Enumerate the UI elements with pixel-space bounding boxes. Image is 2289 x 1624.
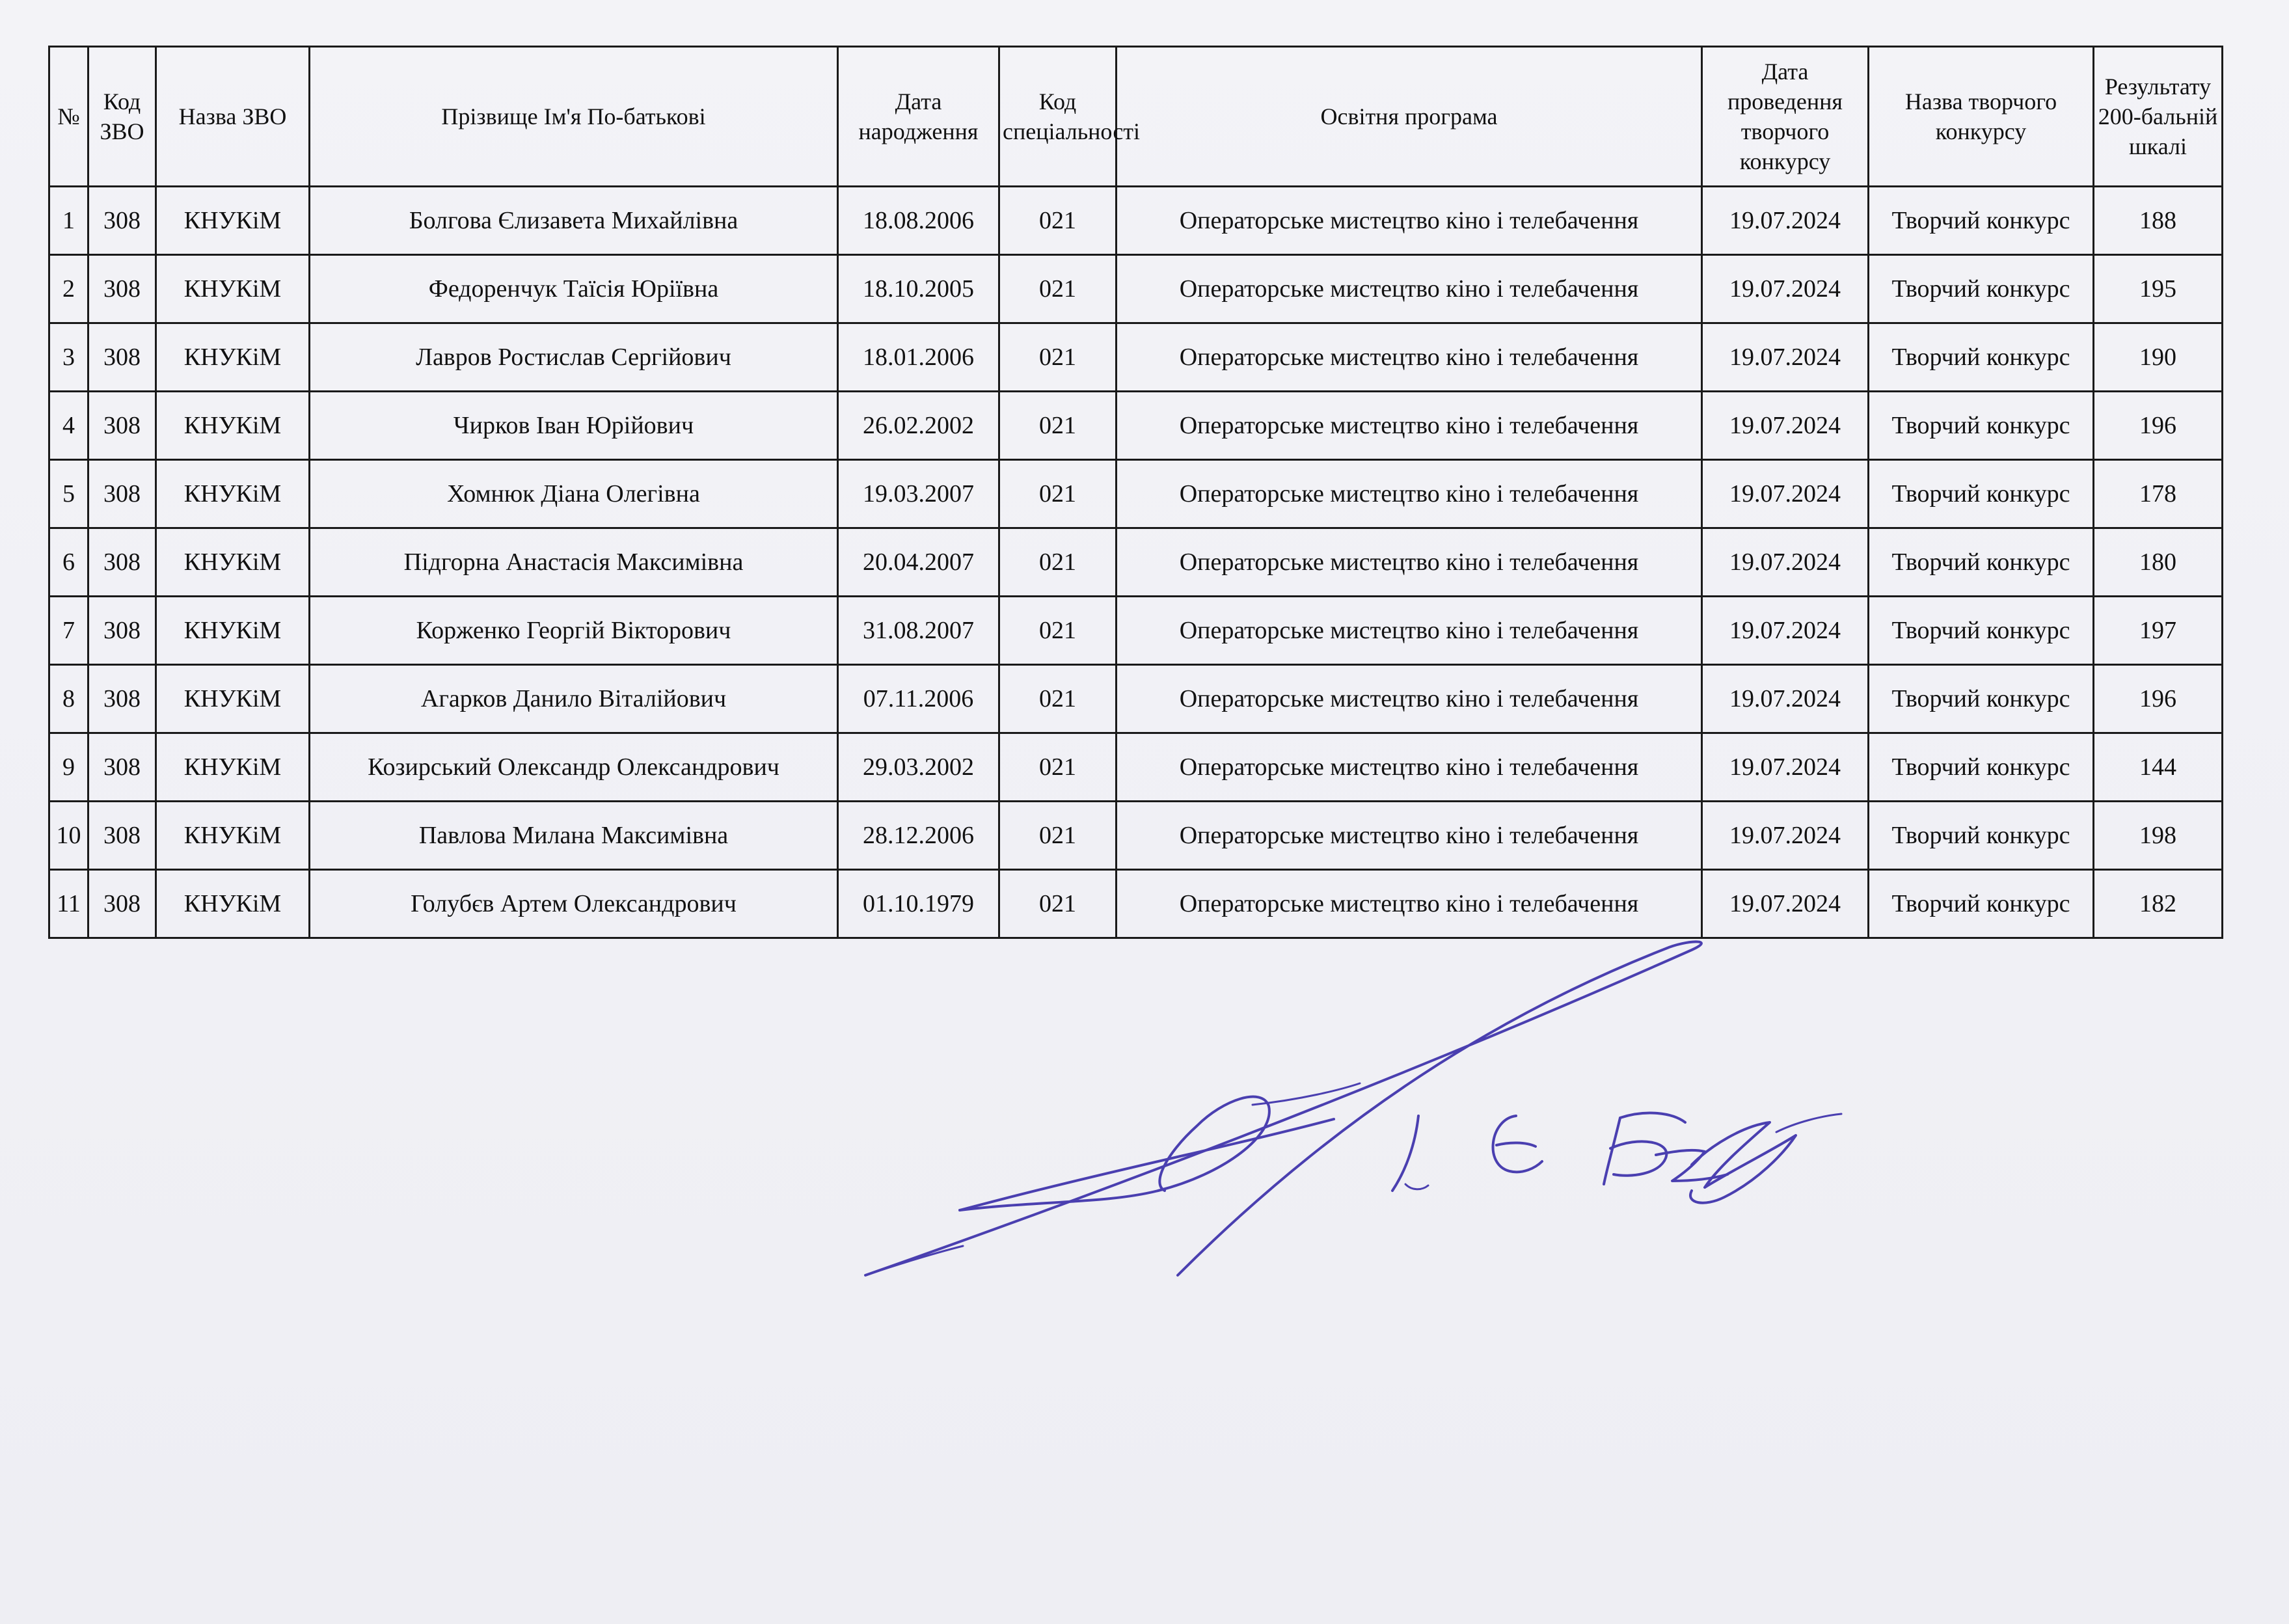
cell-contest-name: Творчий конкурс — [1869, 870, 2094, 938]
col-header-zvo-name: Назва ЗВО — [156, 47, 310, 187]
cell-score: 198 — [2094, 802, 2223, 870]
cell-contest-date: 19.07.2024 — [1702, 187, 1869, 255]
cell-row-number: 6 — [49, 528, 88, 597]
cell-row-number: 4 — [49, 392, 88, 460]
cell-specialty-code: 021 — [999, 870, 1117, 938]
cell-full-name: Лавров Ростислав Сергійович — [310, 323, 838, 392]
cell-contest-date: 19.07.2024 — [1702, 255, 1869, 323]
cell-zvo-code: 308 — [88, 597, 156, 665]
cell-program: Операторське мистецтво кіно і телебачення — [1117, 802, 1702, 870]
cell-row-number: 7 — [49, 597, 88, 665]
col-header-score: Результату 200-бальній шкалі — [2094, 47, 2223, 187]
cell-specialty-code: 021 — [999, 733, 1117, 802]
cell-zvo-name: КНУКіМ — [156, 802, 310, 870]
cell-full-name: Агарков Данило Віталійович — [310, 665, 838, 733]
cell-row-number: 2 — [49, 255, 88, 323]
cell-zvo-code: 308 — [88, 870, 156, 938]
cell-program: Операторське мистецтво кіно і телебачення — [1117, 187, 1702, 255]
cell-zvo-name: КНУКіМ — [156, 187, 310, 255]
cell-specialty-code: 021 — [999, 255, 1117, 323]
table-row — [49, 733, 2223, 802]
cell-score: 196 — [2094, 392, 2223, 460]
cell-birth-date: 19.03.2007 — [838, 460, 999, 528]
cell-zvo-name: КНУКіМ — [156, 323, 310, 392]
cell-contest-date: 19.07.2024 — [1702, 392, 1869, 460]
cell-zvo-code: 308 — [88, 528, 156, 597]
cell-full-name: Чирков Іван Юрійович — [310, 392, 838, 460]
col-header-zvo-code: Код ЗВО — [88, 47, 156, 187]
cell-program: Операторське мистецтво кіно і телебачення — [1117, 597, 1702, 665]
cell-full-name: Болгова Єлизавета Михайлівна — [310, 187, 838, 255]
cell-birth-date: 29.03.2002 — [838, 733, 999, 802]
cell-contest-date: 19.07.2024 — [1702, 665, 1869, 733]
col-header-contest-name: Назва творчого конкурсу — [1869, 47, 2094, 187]
cell-zvo-name: КНУКіМ — [156, 733, 310, 802]
cell-row-number: 10 — [49, 802, 88, 870]
col-header-contest-date: Дата проведення творчого конкурсу — [1702, 47, 1869, 187]
cell-contest-name: Творчий конкурс — [1869, 528, 2094, 597]
cell-program: Операторське мистецтво кіно і телебачення — [1117, 665, 1702, 733]
col-header-program: Освітня програма — [1117, 47, 1702, 187]
cell-specialty-code: 021 — [999, 187, 1117, 255]
cell-program: Операторське мистецтво кіно і телебачення — [1117, 392, 1702, 460]
cell-zvo-code: 308 — [88, 187, 156, 255]
cell-score: 178 — [2094, 460, 2223, 528]
col-header-full-name: Прізвище Ім'я По-батькові — [310, 47, 838, 187]
cell-contest-date: 19.07.2024 — [1702, 597, 1869, 665]
cell-zvo-code: 308 — [88, 460, 156, 528]
cell-score: 195 — [2094, 255, 2223, 323]
cell-zvo-name: КНУКіМ — [156, 597, 310, 665]
cell-contest-name: Творчий конкурс — [1869, 802, 2094, 870]
table-row — [49, 528, 2223, 597]
table-row — [49, 870, 2223, 938]
cell-contest-date: 19.07.2024 — [1702, 323, 1869, 392]
cell-row-number: 1 — [49, 187, 88, 255]
cell-full-name: Підгорна Анастасія Максимівна — [310, 528, 838, 597]
cell-contest-date: 19.07.2024 — [1702, 802, 1869, 870]
cell-program: Операторське мистецтво кіно і телебачення — [1117, 870, 1702, 938]
cell-specialty-code: 021 — [999, 392, 1117, 460]
cell-contest-date: 19.07.2024 — [1702, 733, 1869, 802]
cell-birth-date: 18.08.2006 — [838, 187, 999, 255]
cell-row-number: 3 — [49, 323, 88, 392]
table-row — [49, 392, 2223, 460]
cell-full-name: Корженко Георгій Вікторович — [310, 597, 838, 665]
col-header-specialty-code: Код спеціальності — [999, 47, 1117, 187]
cell-score: 188 — [2094, 187, 2223, 255]
cell-full-name: Павлова Милана Максимівна — [310, 802, 838, 870]
cell-program: Операторське мистецтво кіно і телебачення — [1117, 733, 1702, 802]
cell-zvo-name: КНУКіМ — [156, 665, 310, 733]
cell-contest-name: Творчий конкурс — [1869, 187, 2094, 255]
cell-birth-date: 20.04.2007 — [838, 528, 999, 597]
cell-specialty-code: 021 — [999, 460, 1117, 528]
cell-row-number: 8 — [49, 665, 88, 733]
cell-zvo-code: 308 — [88, 802, 156, 870]
cell-contest-date: 19.07.2024 — [1702, 460, 1869, 528]
cell-score: 144 — [2094, 733, 2223, 802]
cell-contest-name: Творчий конкурс — [1869, 733, 2094, 802]
table-row — [49, 323, 2223, 392]
cell-row-number: 9 — [49, 733, 88, 802]
cell-birth-date: 28.12.2006 — [838, 802, 999, 870]
cell-zvo-code: 308 — [88, 323, 156, 392]
cell-contest-date: 19.07.2024 — [1702, 528, 1869, 597]
cell-contest-name: Творчий конкурс — [1869, 392, 2094, 460]
cell-zvo-code: 308 — [88, 665, 156, 733]
cell-contest-name: Творчий конкурс — [1869, 460, 2094, 528]
table-row — [49, 255, 2223, 323]
cell-contest-name: Творчий конкурс — [1869, 255, 2094, 323]
cell-zvo-code: 308 — [88, 255, 156, 323]
table-row — [49, 187, 2223, 255]
cell-full-name: Федоренчук Таїсія Юріївна — [310, 255, 838, 323]
cell-score: 190 — [2094, 323, 2223, 392]
cell-specialty-code: 021 — [999, 802, 1117, 870]
table-row — [49, 802, 2223, 870]
cell-zvo-code: 308 — [88, 392, 156, 460]
cell-birth-date: 26.02.2002 — [838, 392, 999, 460]
cell-full-name: Козирський Олександр Олександрович — [310, 733, 838, 802]
cell-program: Операторське мистецтво кіно і телебачення — [1117, 528, 1702, 597]
cell-full-name: Хомнюк Діана Олегівна — [310, 460, 838, 528]
cell-row-number: 5 — [49, 460, 88, 528]
cell-program: Операторське мистецтво кіно і телебачення — [1117, 323, 1702, 392]
cell-zvo-name: КНУКіМ — [156, 528, 310, 597]
table-body — [49, 187, 2223, 938]
table-row — [49, 460, 2223, 528]
cell-zvo-name: КНУКіМ — [156, 870, 310, 938]
cell-score: 196 — [2094, 665, 2223, 733]
cell-score: 180 — [2094, 528, 2223, 597]
cell-birth-date: 18.01.2006 — [838, 323, 999, 392]
cell-specialty-code: 021 — [999, 597, 1117, 665]
cell-score: 197 — [2094, 597, 2223, 665]
table-row — [49, 665, 2223, 733]
cell-zvo-code: 308 — [88, 733, 156, 802]
cell-contest-name: Творчий конкурс — [1869, 665, 2094, 733]
cell-score: 182 — [2094, 870, 2223, 938]
cell-birth-date: 18.10.2005 — [838, 255, 999, 323]
cell-birth-date: 07.11.2006 — [838, 665, 999, 733]
table-row — [49, 597, 2223, 665]
cell-birth-date: 01.10.1979 — [838, 870, 999, 938]
cell-birth-date: 31.08.2007 — [838, 597, 999, 665]
header-row — [49, 47, 2223, 187]
col-header-birth-date: Дата народження — [838, 47, 999, 187]
cell-contest-name: Творчий конкурс — [1869, 597, 2094, 665]
cell-contest-name: Творчий конкурс — [1869, 323, 2094, 392]
cell-row-number: 11 — [49, 870, 88, 938]
cell-contest-date: 19.07.2024 — [1702, 870, 1869, 938]
cell-program: Операторське мистецтво кіно і телебачення — [1117, 255, 1702, 323]
col-header-number: № — [49, 47, 88, 187]
cell-specialty-code: 021 — [999, 323, 1117, 392]
results-table — [48, 46, 2223, 939]
cell-specialty-code: 021 — [999, 528, 1117, 597]
cell-zvo-name: КНУКіМ — [156, 460, 310, 528]
cell-specialty-code: 021 — [999, 665, 1117, 733]
cell-zvo-name: КНУКіМ — [156, 255, 310, 323]
cell-full-name: Голубєв Артем Олександрович — [310, 870, 838, 938]
cell-program: Операторське мистецтво кіно і телебачення — [1117, 460, 1702, 528]
cell-zvo-name: КНУКіМ — [156, 392, 310, 460]
